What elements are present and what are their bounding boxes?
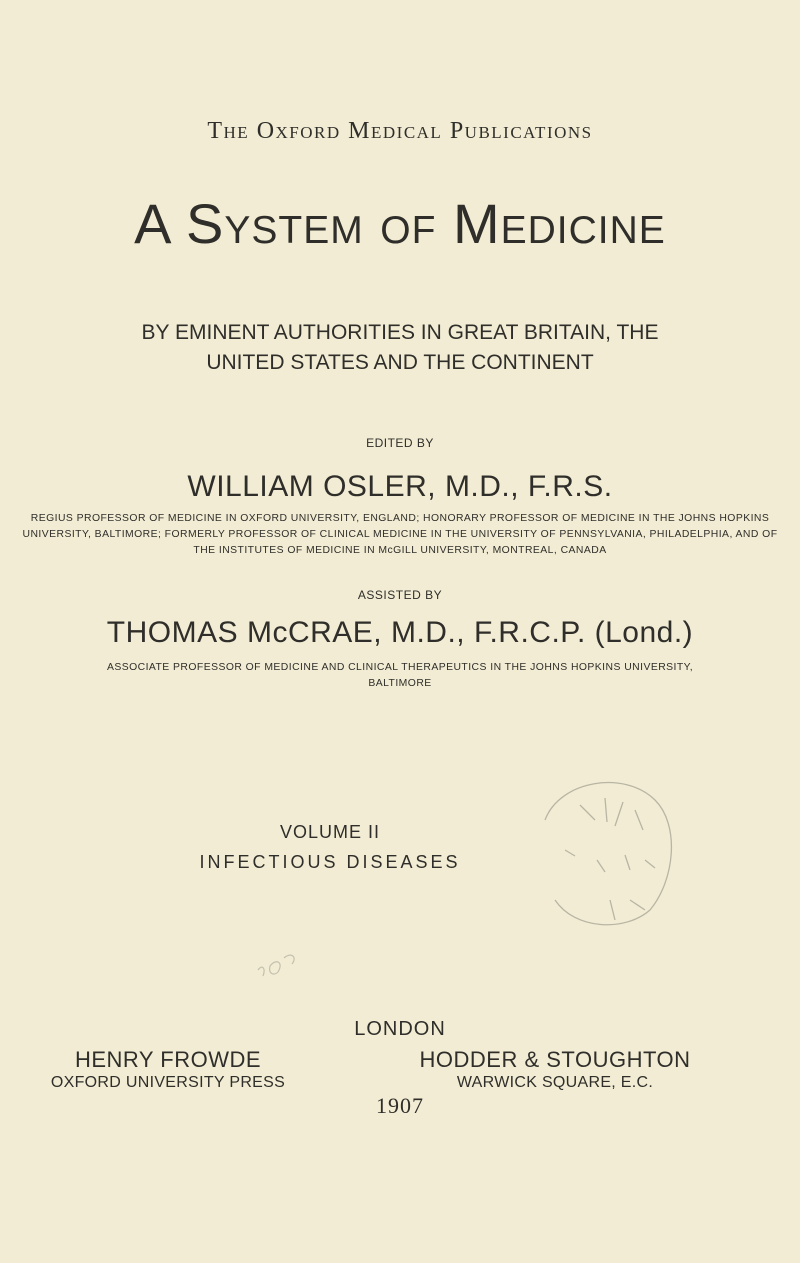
volume-number: VOLUME II [279, 822, 381, 842]
assisted-by-label: ASSISTED BY [357, 588, 443, 602]
volume-subject: INFECTIOUS DISEASES [199, 852, 461, 872]
editor-name: WILLIAM OSLER, M.D., F.R.S. [187, 470, 613, 503]
pencil-mark [254, 944, 304, 984]
editor-description-text: REGIUS PROFESSOR OF MEDICINE IN OXFORD UNIVERSITY, ENGLAND; HONORARY PROFESSOR OF MEDICINE IN THE JOHNS HOPKINS UNIVERSITY, BALTIMORE; FORMERLY PROFESSOR OF CLINICAL MEDICINE IN THE UNIVERSITY OF PENNSYLVANIA, PHILADELPHIA, AND OF THE INSTITUTES OF MEDICINE IN McGILL UNIVERSITY, MONTREAL, CANADA [22, 513, 778, 556]
publisher-left-name: HENRY FROWDE [74, 1047, 262, 1072]
book-subtitle [0, 318, 800, 378]
series-title: The Oxford Medical Publications [207, 118, 593, 144]
publisher-right-name: HODDER & STOUGHTON [419, 1047, 691, 1072]
edited-by-label: EDITED BY [366, 436, 434, 450]
subtitle-text: BY EMINENT AUTHORITIES IN GREAT BRITAIN, THE UNITED STATES AND THE CONTINENT [141, 321, 659, 374]
library-stamp-mark [535, 760, 685, 940]
assistant-description-text: ASSOCIATE PROFESSOR OF MEDICINE AND CLINICAL THERAPEUTICS IN THE JOHNS HOPKINS UNIVERSITY, BALTIMORE [106, 662, 694, 689]
assistant-name: THOMAS McCRAE, M.D., F.R.C.P. (Lond.) [106, 616, 694, 649]
editor-description [0, 511, 800, 559]
publisher-left-place: OXFORD UNIVERSITY PRESS [50, 1074, 286, 1091]
publication-city: LONDON [354, 1018, 446, 1040]
publication-year: 1907 [376, 1093, 424, 1118]
assistant-description [0, 660, 800, 692]
publisher-right-place: WARWICK SQUARE, E.C. [456, 1074, 654, 1091]
book-title: A System of Medicine [134, 192, 666, 255]
